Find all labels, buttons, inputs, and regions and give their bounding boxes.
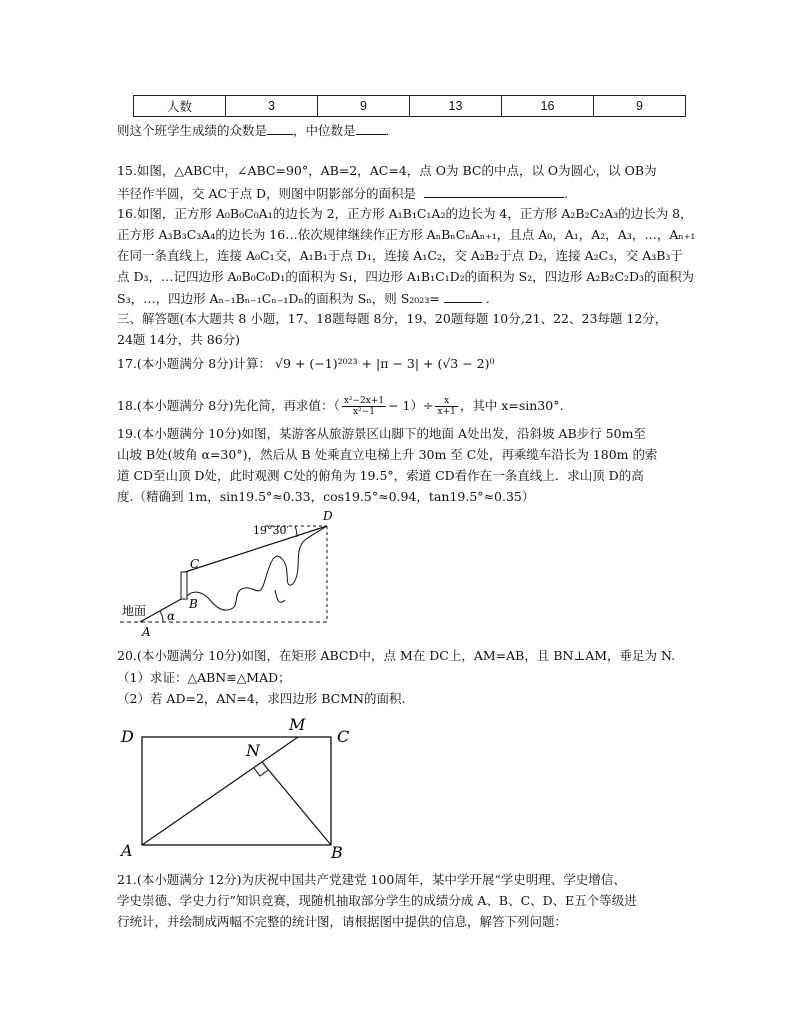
q20-line2: （1）求证：△ABN≌△MAD；	[117, 670, 291, 685]
q18-den: x²−1	[352, 407, 375, 417]
label-n: N	[246, 741, 260, 760]
q19-line4: 度.（精确到 1m，sin19.5°≈0.33，cos19.5°≈0.94，tan19.5°≈0.35）	[117, 489, 535, 504]
q15-line2	[117, 185, 568, 202]
q21-line2: 学史崇德、学史力行”知识竞赛，现随机抽取部分学生的成绩分成 A、B、C、D、E五个等级进	[117, 893, 637, 908]
q15-end: .	[564, 186, 568, 201]
q19-line1: 19.(本小题满分 10分)如图，某游客从旅游景区山脚下的地面 A处出发，沿斜坡 AB步行 50m至	[117, 426, 646, 441]
label-b: B	[331, 843, 343, 862]
answer-blank[interactable]	[424, 185, 564, 198]
q20-line3: （2）若 AD=2，AN=4，求四边形 BCMN的面积.	[117, 691, 406, 706]
q16-text: S₃，…，四边形 Aₙ₋₁Bₙ₋₁Cₙ₋₁Dₙ的面积为 Sₙ，则 S₂₀₂₃=	[117, 291, 440, 306]
angle-label: 19°30′	[253, 524, 289, 537]
q14-text-a: 则这个班学生成绩的众数是	[117, 123, 268, 138]
q20-line1: 20.(本小题满分 10分)如图，在矩形 ABCD中，点 M在 DC上，AM=AB，且 BN⊥AM，垂足为 N.	[117, 648, 676, 663]
q17-text: 17.(本小题满分 8分)计算：	[117, 356, 272, 371]
depression-arc	[295, 526, 297, 537]
q19-line3: 道 CD至山顶 D处，此时观测 C处的俯角为 19.5°，索道 CD看作在一条直线上．求山顶 D的高	[117, 468, 644, 483]
segment-am	[142, 737, 298, 845]
q17	[117, 356, 495, 372]
section3-line1: 三、解答题(本大题共 8 小题，17、18题每题 8分，19、20题每题 10分,21、22、23每题 12分，	[117, 311, 668, 326]
table-cell: 9	[594, 96, 686, 117]
q21-line1: 21.(本小题满分 12分)为庆祝中国共产党建党 100周年，某中学开展“学史明理、学史增信、	[117, 872, 626, 887]
table-cell: 16	[502, 96, 594, 117]
q16-line5	[117, 290, 490, 307]
q18-end: ，其中 x=sin30°.	[459, 398, 564, 413]
alpha-arc	[160, 611, 163, 622]
q16-line4: 点 D₃，…记四边形 A₀B₀C₀D₁的面积为 S₁，四边形 A₁B₁C₁D₂的面积为 S₂，四边形 A₂B₂C₂D₃的面积为	[117, 269, 695, 284]
table-cell: 13	[410, 96, 502, 117]
q21-line3: 行统计，并绘制成两幅不完整的统计图，请根据图中提供的信息，解答下列问题：	[117, 914, 568, 929]
mountain-detail	[275, 590, 285, 602]
table-cell: 3	[226, 96, 318, 117]
q18-fraction-2	[435, 396, 457, 417]
table-header-cell: 人数	[134, 96, 226, 117]
q18	[117, 396, 563, 417]
segment-bn	[262, 762, 331, 845]
label-d: D	[121, 727, 134, 746]
q18-fraction-1	[342, 396, 386, 417]
label-d: D	[323, 510, 333, 523]
section3-line2: 24题 14分，共 86分)	[117, 332, 241, 347]
q18-num: x²−2x+1	[343, 396, 385, 406]
label-alpha: α	[167, 609, 176, 623]
q18-den2: x+1	[437, 407, 456, 417]
q16-end: .	[485, 291, 490, 306]
rectangle-abcd	[142, 737, 331, 845]
label-b: B	[189, 597, 198, 611]
label-c: C	[337, 727, 350, 746]
figure-20-diagram	[115, 712, 365, 862]
label-c: C	[190, 557, 200, 571]
q16-line1: 16.如图，正方形 A₀B₀C₀A₁的边长为 2，正方形 A₁B₁C₁A₂的边长为 4，正方形 A₂B₂C₂A₃的边长为 8，	[117, 206, 693, 221]
label-a: A	[121, 841, 133, 860]
answer-blank[interactable]	[267, 122, 293, 135]
q16-line2: 正方形 A₃B₃C₃A₄的边长为 16…依次规律继续作正方形 AₙBₙCₙAₙ₊₁，且点 A₀，A₁，A₂，A₃，…，Aₙ₊₁	[117, 227, 696, 242]
q16-line3: 在同一条直线上，连接 A₀C₁交，A₁B₁于点 D₁，连接 A₁C₂，交 A₂B₂于点 D₂，连接 A₂C₃，交 A₃B₃于	[117, 248, 683, 263]
answer-blank[interactable]	[444, 290, 482, 303]
label-a: A	[142, 625, 151, 639]
label-ground: 地面	[122, 604, 147, 618]
slope-ab	[140, 598, 183, 622]
answer-blank[interactable]	[356, 122, 386, 135]
q15-line1: 15.如图，△ABC中，∠ABC=90°，AB=2，AC=4，点 O为 BC的中点，以 O为圆心，以 OB为	[117, 163, 657, 178]
table-cell: 9	[318, 96, 410, 117]
q14-tail	[117, 122, 390, 139]
elevator-bc	[181, 572, 187, 599]
figure-19-diagram	[115, 510, 355, 640]
q14-text-c: .	[385, 123, 390, 138]
q15-text: 半径作半圆，交 AC于点 D，则图中阴影部分的面积是	[117, 186, 417, 201]
mountain-outline	[187, 526, 327, 610]
q14-text-b: ，中位数是	[293, 123, 356, 138]
right-angle-mark	[254, 768, 268, 776]
q19-line2: 山坡 B处(坡角 α=30°)，然后从 B 处乘直立电梯上升 30m 至 C处，再乘缆车沿长为 180m 的索	[117, 447, 658, 462]
score-table	[133, 95, 686, 117]
q18-num2: x	[435, 396, 457, 407]
q18-text: 18.(本小题满分 8分)先化简，再求值：（	[117, 398, 340, 413]
q17-formula: √9 + (−1)²⁰²³ + |π − 3| + (√3 − 2)⁰	[275, 356, 495, 371]
q18-mid: − 1）÷	[388, 398, 434, 413]
table-row	[134, 96, 686, 117]
label-m: M	[289, 715, 306, 734]
